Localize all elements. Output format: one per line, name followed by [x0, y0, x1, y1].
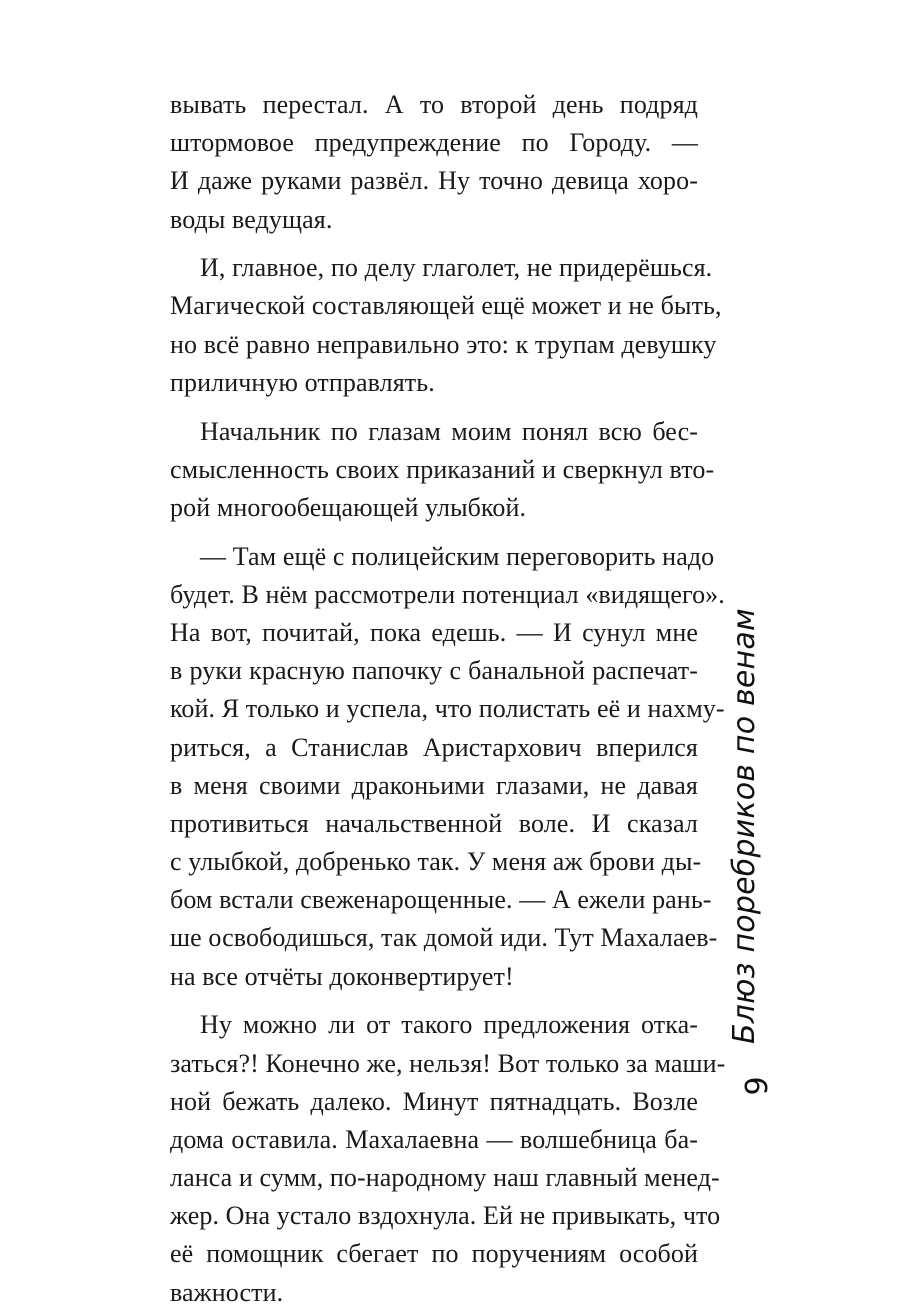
- text-line: жер. Она устало вздохнула. Ей не привыкать, что: [170, 1201, 721, 1231]
- text-line: Ну можно ли от такого предложения отка-: [200, 1010, 698, 1040]
- text-line: на все отчёты доконвертирует!: [170, 961, 514, 991]
- text-line: в меня своими драконьими глазами, не давая: [170, 770, 698, 800]
- text-line: заться?! Конечно же, нельзя! Вот только за маши-: [170, 1048, 726, 1078]
- text-line: И даже руками развёл. Ну точно девица хоро-: [170, 166, 698, 196]
- paragraph: [170, 86, 698, 239]
- text-line: — Там ещё с полицейским переговорить надо: [200, 541, 715, 571]
- paragraph-gap: [170, 527, 698, 538]
- text-line: будет. В нём рассмотрели потенциал «видящего».: [170, 579, 725, 609]
- text-line: ше освободишься, так домой иди. Тут Махалаев-: [170, 923, 718, 953]
- text-line: с улыбкой, добренько так. У меня аж брови ды-: [170, 847, 702, 877]
- body-text: [170, 86, 726, 1312]
- text-line: дома оставила. Махалаевна — волшебница ба-: [170, 1124, 698, 1154]
- text-line: смысленность своих приказаний и сверкнул вто-: [170, 454, 715, 484]
- text-line: Начальник по глазам моим понял всю бес-: [200, 416, 698, 446]
- text-line: ной бежать далеко. Минут пятнадцать. Возле: [170, 1086, 698, 1116]
- text-line: И, главное, по делу глаголет, не придерёшься.: [200, 253, 713, 283]
- paragraph: [170, 1006, 726, 1312]
- paragraph: [170, 413, 715, 528]
- text-line: важности.: [170, 1277, 284, 1307]
- paragraph: [170, 538, 725, 996]
- text-line: противиться начальственной воле. И сказал: [170, 808, 698, 838]
- text-line: Магической составляющей ещё может и не быть,: [170, 291, 722, 321]
- paragraph-gap: [170, 402, 698, 413]
- text-line: рой многообещающей улыбкой.: [170, 492, 527, 522]
- text-line: но всё равно неправильно это: к трупам девушку: [170, 329, 717, 359]
- text-line: воды ведущая.: [170, 204, 333, 234]
- text-line: бом встали свеженарощенные. — А ежели рань-: [170, 885, 712, 915]
- running-title: Блюз поребриков по венам: [727, 608, 762, 1044]
- text-line: кой. Я только и успела, что полистать её и нахму-: [170, 694, 725, 724]
- page-number: 9: [740, 1076, 775, 1096]
- text-line: приличную отправлять.: [170, 367, 435, 397]
- text-line: её помощник сбегает по поручениям особой: [170, 1239, 698, 1269]
- text-line: На вот, почитай, пока едешь. — И сунул мне: [170, 617, 698, 647]
- text-line: в руки красную папочку с банальной распечат-: [170, 656, 698, 686]
- paragraph-gap: [170, 239, 698, 250]
- text-line: штормовое предупреждение по Городу. —: [170, 128, 698, 158]
- text-line: вывать перестал. А то второй день подряд: [170, 90, 698, 119]
- text-line: ланса и сумм, по-народному наш главный менед-: [170, 1163, 720, 1193]
- paragraph-gap: [170, 996, 698, 1007]
- text-line: риться, а Станислав Аристархович вперился: [170, 732, 698, 762]
- paragraph: [170, 249, 722, 402]
